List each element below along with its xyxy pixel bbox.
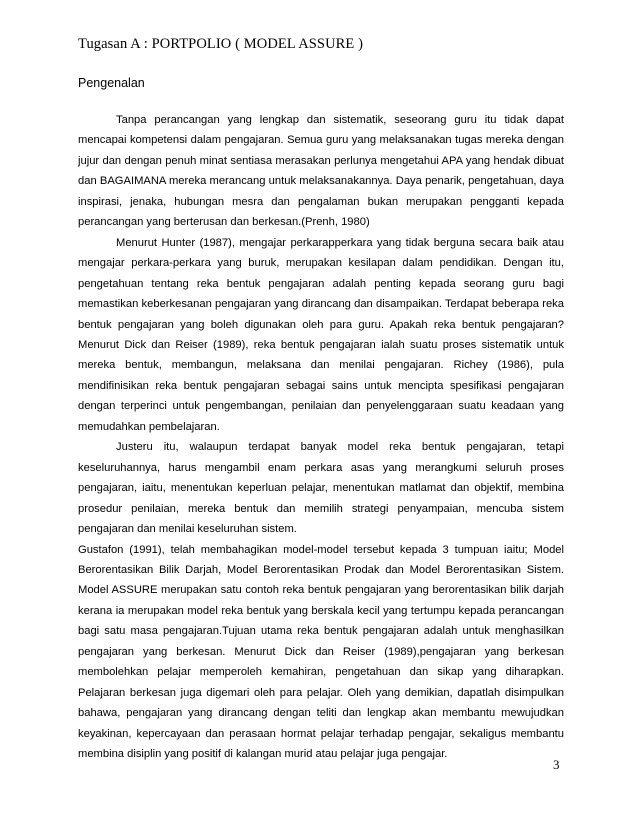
paragraph-2: Menurut Hunter (1987), mengajar perkarapperkara yang tidak berguna secara baik atau mengajar perkara-perkara yang buruk, merupakan kesilapan dalam pendidikan. Dengan itu, pengetahuan tentang reka bentuk pengajaran adalah penting kepada seorang guru bagi memastikan keberkesanan pengajaran yang dirancang dan disampaikan. Terdapat beberapa reka bentuk pengajaran yang boleh digunakan oleh para guru. Apakah reka bentuk pengajaran? Menurut Dick dan Reiser (1989), reka bentuk pengajaran ialah suatu proses sistematik untuk mereka bentuk, membangun, melaksana dan menilai pengajaran. Richey (1986), pula mendifinisikan reka bentuk pengajaran sebagai sains untuk mencipta spesifikasi pengajaran dengan terperinci untuk pengembangan, penilaian dan penyelenggaraan suatu keadaan yang memudahkan pembelajaran. (78, 236, 564, 433)
paragraph-3: Justeru itu, walaupun terdapat banyak model reka bentuk pengajaran, tetapi keseluruhannya, harus mengambil enam perkara asas yang merangkumi seluruh proses pengajaran, iaitu, menentukan keperluan pelajar, menentukan matlamat dan objektif, membina prosedur penilaian, mereka bentuk dan memilih strategi penyampaian, mencuba sistem pengajaran dan menilai keseluruhan sistem. (78, 441, 564, 536)
body-text (78, 110, 564, 765)
paragraph-4: Gustafon (1991), telah membahagikan model-model tersebut kepada 3 tumpuan iaitu; Model Berorentasikan Bilik Darjah, Model Berorentasikan Prodak dan Model Berorentasikan Sistem. Model ASSURE merupakan satu contoh reka bentuk pengajaran yang berorentasikan bilik darjah kerana ia merupakan model reka bentuk yang berskala kecil yang tertumpu kepada perancangan bagi satu masa pengajaran.Tujuan utama reka bentuk pengajaran adalah untuk menghasilkan pengajaran yang berkesan. Menurut Dick dan Reiser (1989),pengajaran yang berkesan membolehkan pelajar memperoleh kemahiran, pengetahuan dan sikap yang diharapkan. Pelajaran berkesan juga digemari oleh para pelajar. Oleh yang demikian, dapatlah disimpulkan bahawa, pengajaran yang dirancang dengan teliti dan lengkap akan membantu mewujudkan keyakinan, kepercayaan dan perasaan hormat pelajar terhadap pengajar, sekaligus membantu membina disiplin yang positif di kalangan murid atau pelajar juga pengajar. (78, 543, 564, 761)
section-title: Pengenalan (78, 76, 145, 90)
page-number: 3 (553, 757, 560, 772)
paragraph-1: Tanpa perancangan yang lengkap dan sistematik, seseorang guru itu tidak dapat mencapai kompetensi dalam pengajaran. Semua guru yang melaksanakan tugas mereka dengan jujur dan dengan penuh minat sentiasa merasakan perlunya mengetahui APA yang hendak dibuat dan BAGAIMANA mereka merancang untuk melaksanakannya. Daya penarik, pengetahuan, daya inspirasi, jenaka, hubungan mesra dan pengalaman bukan merupakan pengganti kepada perancangan yang berterusan dan berkesan.(Prenh, 1980) (78, 114, 564, 229)
page-header-title: Tugasan A : PORTPOLIO ( MODEL ASSURE ) (78, 36, 364, 52)
